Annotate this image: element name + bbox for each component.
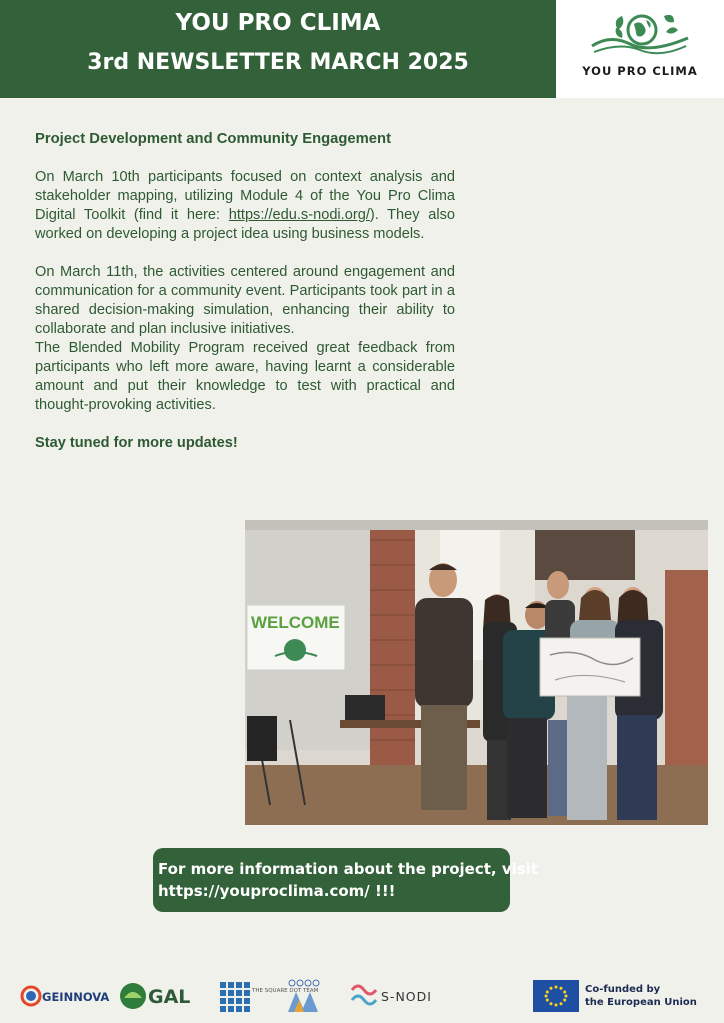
partner-logo-square-dot — [220, 982, 319, 1022]
partner-logo-snodi — [348, 978, 430, 1014]
participants-illustration — [245, 520, 708, 825]
gal-icon — [118, 978, 191, 1014]
logo-text: YOU PRO CLIMA — [582, 64, 698, 78]
eu-cofunded-text: Co-funded by the European Union — [585, 984, 697, 1008]
geinnova-text: GEINNOVA — [42, 990, 110, 1004]
stay-tuned-text: Stay tuned for more updates! — [35, 435, 238, 451]
more-info-text: For more information about the project, visit — [158, 860, 538, 878]
eu-flag — [533, 980, 579, 1012]
partner-logo-association — [286, 978, 320, 1018]
project-website-link[interactable]: https://youproclima.com/ !!! — [158, 882, 396, 900]
partner-logo-geinnova — [20, 978, 110, 1014]
geinnova-icon — [20, 978, 110, 1014]
paragraph-feedback: The Blended Mobility Program received great feedback from participants who left more aware, having learnt a considerable amount and put their knowledge to test with practical and thought-provoking activities. — [35, 340, 455, 413]
group-photo — [245, 520, 708, 825]
square-dot-icon — [220, 982, 319, 1014]
paragraph-march-11: On March 11th, the activities centered around engagement and communication for a community event. Participants took part in a shared decision-making simulation, enhancing their ability to collaborate and plan inclusive initiatives. — [35, 264, 455, 337]
snodi-icon — [348, 978, 430, 1014]
globe-leaves-icon — [590, 8, 690, 62]
more-info-banner[interactable] — [153, 848, 538, 912]
eu-flag-icon — [533, 980, 579, 1012]
header-subtitle: 3rd NEWSLETTER MARCH 2025 — [87, 50, 469, 75]
welcome-sign-text: WELCOME — [251, 613, 340, 632]
association-people-icon — [286, 978, 320, 1016]
square-dot-text: THE SQUARE DOT TEAM — [252, 988, 319, 994]
partner-logo-gal — [118, 978, 191, 1014]
paragraph-march-10: On March 10th participants focused on context analysis and stakeholder mapping, utilizing Module 4 of the You Pro Clima Digital Toolkit (find it here: https://edu.s-nodi.org/). They also worked on developing a project idea using business models. — [35, 169, 455, 242]
snodi-text: S-NODI — [381, 989, 432, 1004]
toolkit-link[interactable]: https://edu.s-nodi.org/ — [228, 207, 370, 223]
you-pro-clima-logo — [556, 0, 724, 98]
article — [35, 130, 455, 453]
newsletter-header — [0, 0, 556, 98]
header-title: YOU PRO CLIMA — [175, 10, 381, 36]
article-heading: Project Development and Community Engagement — [35, 131, 392, 147]
gal-text: GAL — [148, 986, 191, 1008]
